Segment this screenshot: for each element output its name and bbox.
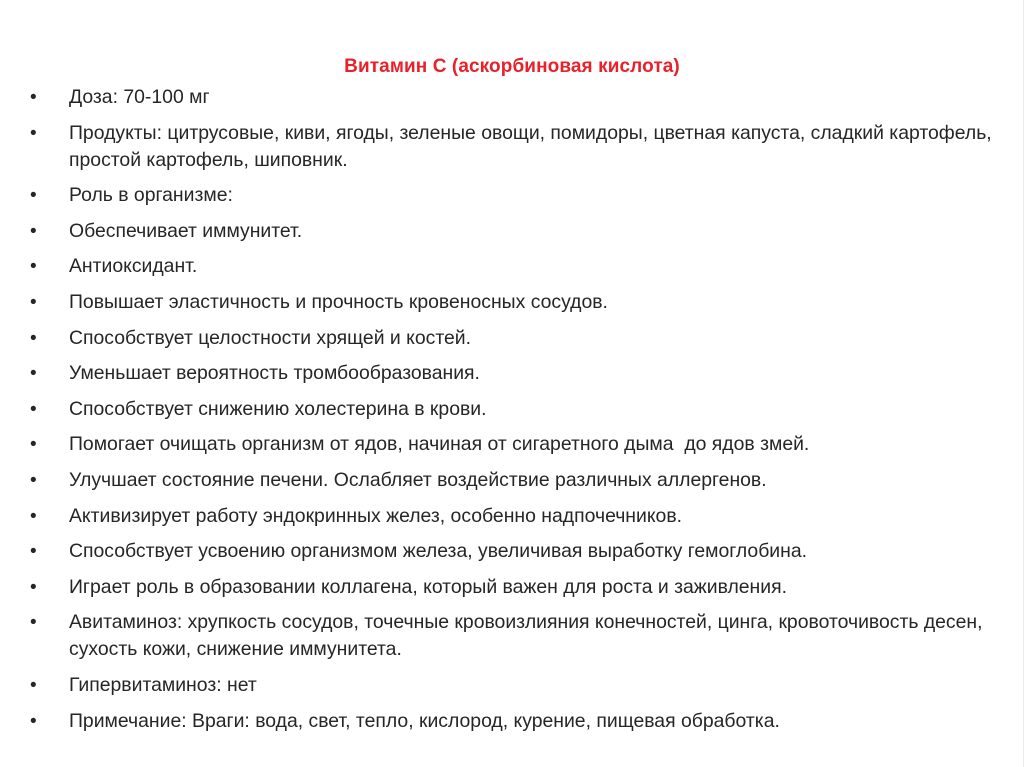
list-item-text: Продукты: цитрусовые, киви, ягоды, зеленые овощи, помидоры, цветная капуста, сладкий картофель, простой картофель, шиповник. xyxy=(69,121,992,171)
list-item xyxy=(30,253,1005,280)
list-item xyxy=(30,120,1005,174)
list-item-text: Способствует снижению холестерина в крови. xyxy=(69,397,487,420)
bullet-icon: • xyxy=(30,291,37,313)
bullet-icon: • xyxy=(30,256,37,278)
list-item-text: Антиоксидант. xyxy=(69,255,198,278)
list-item-text: Примечание: Враги: вода, свет, тепло, кислород, курение, пищевая обработка. xyxy=(69,709,780,732)
list-item-text: Активизирует работу эндокринных желез, особенно надпочечников. xyxy=(69,504,683,527)
list-item xyxy=(30,574,1005,601)
list-item-text: Способствует усвоению организмом железа, увеличивая выработку гемоглобина. xyxy=(69,540,808,563)
list-item xyxy=(30,289,1005,316)
list-item-text: Гипервитаминоз: нет xyxy=(69,673,257,696)
list-item xyxy=(30,708,1005,735)
list-item xyxy=(30,538,1005,565)
list-item-text: Роль в организме: xyxy=(69,184,233,207)
list-item xyxy=(30,218,1005,245)
bullet-list xyxy=(30,84,1005,743)
list-item-text: Доза: 70-100 мг xyxy=(69,86,210,108)
bullet-icon: • xyxy=(30,185,37,207)
list-item-text: Играет роль в образовании коллагена, который важен для роста и заживления. xyxy=(69,575,787,598)
slide-title: Витамин С (аскорбиновая кислота) xyxy=(344,56,680,77)
bullet-icon: • xyxy=(30,612,37,634)
list-item-text: Уменьшает вероятность тромбообразования. xyxy=(69,362,480,385)
list-item xyxy=(30,84,1005,111)
list-item xyxy=(30,609,1005,663)
bullet-icon: • xyxy=(30,674,37,696)
list-item-text: Помогает очищать организм от ядов, начиная от сигаретного дыма до ядов змей. xyxy=(69,433,810,456)
list-item xyxy=(30,182,1005,209)
list-item-text: Повышает эластичность и прочность кровеносных сосудов. xyxy=(69,290,608,313)
bullet-icon: • xyxy=(30,122,37,144)
bullet-icon: • xyxy=(30,220,37,242)
bullet-icon: • xyxy=(30,434,37,456)
list-item xyxy=(30,503,1005,530)
bullet-icon: • xyxy=(30,469,37,491)
bullet-icon: • xyxy=(30,327,37,349)
list-item xyxy=(30,360,1005,387)
list-item-text: Авитаминоз: хрупкость сосудов, точечные кровоизлияния конечностей, цинга, кровоточивость десен, сухость кожи, снижение иммунитета. xyxy=(69,611,983,661)
bullet-icon: • xyxy=(30,710,37,732)
list-item-text: Обеспечивает иммунитет. xyxy=(69,219,303,242)
bullet-icon: • xyxy=(30,541,37,563)
bullet-icon: • xyxy=(30,398,37,420)
bullet-icon: • xyxy=(30,363,37,385)
list-item-text: Способствует целостности хрящей и костей. xyxy=(69,326,471,349)
list-item xyxy=(30,431,1005,458)
bullet-icon: • xyxy=(30,87,37,108)
bullet-icon: • xyxy=(30,505,37,527)
bullet-icon: • xyxy=(30,576,37,598)
list-item xyxy=(30,467,1005,494)
list-item xyxy=(30,396,1005,423)
list-item xyxy=(30,325,1005,352)
list-item xyxy=(30,672,1005,699)
list-item-text: Улучшает состояние печени. Ослабляет воздействие различных аллергенов. xyxy=(69,468,767,491)
